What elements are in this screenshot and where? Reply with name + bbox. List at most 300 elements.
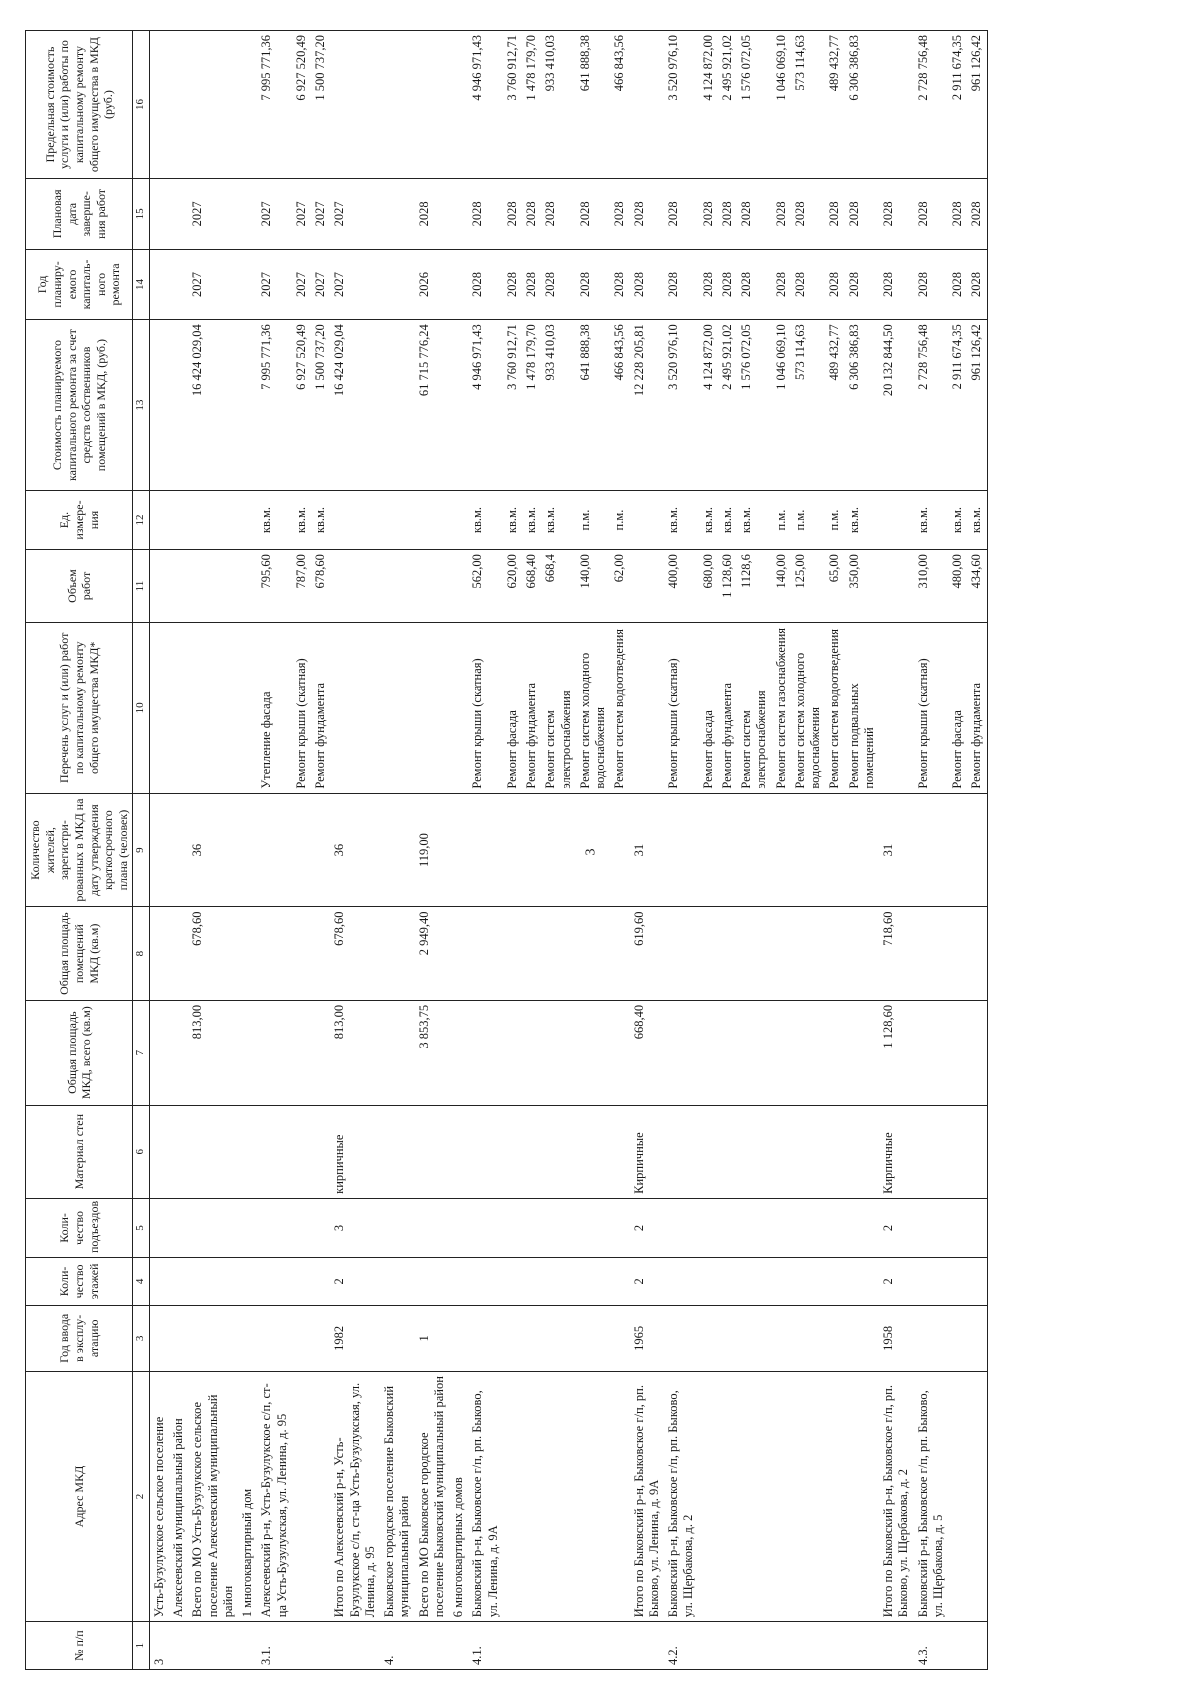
table-cell (610, 1000, 629, 1105)
table-cell (292, 1000, 311, 1105)
table-cell: Быковский р-н, Быковское г/п, рп. Быково, ул. Щербакова, д. 2 (664, 1371, 699, 1621)
table-cell (772, 1622, 791, 1670)
table-cell: 2027 (188, 249, 238, 320)
table-cell (380, 1258, 415, 1306)
table-cell (380, 249, 415, 320)
table-cell (257, 1258, 292, 1306)
table-cell (238, 1000, 257, 1105)
table-cell (449, 179, 468, 250)
table-row (311, 31, 330, 1670)
table-cell (772, 1371, 791, 1621)
table-cell: 2 (879, 1258, 914, 1306)
table-cell: 2028 (468, 249, 503, 320)
table-cell (772, 1258, 791, 1306)
table-cell (825, 1000, 844, 1105)
table-cell: Ремонт фасада (503, 622, 522, 793)
table-cell (737, 1622, 772, 1670)
table-cell (238, 490, 257, 549)
table-cell: 641 888,38 (576, 320, 611, 491)
table-cell: 2027 (330, 179, 380, 250)
table-cell (169, 1000, 188, 1105)
table-cell: Ремонт систем электроснабжения (737, 622, 772, 793)
table-cell: 1 128,60 (718, 550, 737, 623)
table-cell: 2 (330, 1258, 380, 1306)
table-cell: Ремонт систем холодного водоснабжения (576, 622, 611, 793)
table-cell (188, 622, 238, 793)
table-cell (699, 1198, 718, 1257)
column-number: 4 (133, 1258, 149, 1306)
column-number: 16 (133, 31, 149, 179)
table-cell: 3 853,75 (415, 1000, 450, 1105)
table-cell (380, 550, 415, 623)
table-cell (311, 793, 330, 907)
table-cell: 2028 (737, 179, 772, 250)
table-cell: 2027 (257, 249, 292, 320)
table-cell (737, 907, 772, 1000)
table-cell: 2028 (630, 249, 665, 320)
table-cell: 3 520 976,10 (664, 320, 699, 491)
table-cell: 1 576 072,05 (737, 320, 772, 491)
table-cell: 4. (380, 1622, 415, 1670)
table-cell: 489 432,77 (825, 31, 844, 179)
table-cell (541, 1105, 576, 1198)
table-cell (948, 1198, 967, 1257)
table-cell: п.м. (791, 490, 826, 549)
table-cell (468, 907, 503, 1000)
table-cell: 466 843,56 (610, 320, 629, 491)
table-cell: 4 946 971,43 (468, 320, 503, 491)
table-cell: Ремонт систем водоотведения (610, 622, 629, 793)
table-cell (967, 1105, 987, 1198)
table-cell (879, 31, 914, 179)
table-cell: 2028 (948, 249, 967, 320)
table-cell: 466 843,56 (610, 31, 629, 179)
table-cell: 4 124 872,00 (699, 320, 718, 491)
header-cell: Ед. измере-ния (26, 490, 133, 549)
table-cell (948, 1000, 967, 1105)
table-cell (188, 1305, 238, 1371)
table-cell (380, 31, 415, 179)
table-cell (449, 793, 468, 907)
table-cell: 1958 (879, 1305, 914, 1371)
table-cell (522, 1198, 541, 1257)
table-cell (257, 1305, 292, 1371)
table-cell (914, 1105, 949, 1198)
table-cell: 668,4 (541, 550, 576, 623)
table-cell: 62,00 (610, 550, 629, 623)
table-cell (576, 1105, 611, 1198)
table-cell (149, 1258, 169, 1306)
table-cell: кв.м. (292, 490, 311, 549)
table-cell: 573 114,63 (791, 31, 826, 179)
table-cell (503, 1305, 522, 1371)
table-cell (149, 793, 169, 907)
table-cell: 2028 (845, 249, 880, 320)
header-cell: Общая площадь помещений МКД (кв.м) (26, 907, 133, 1000)
table-cell: 3 (149, 1622, 169, 1670)
table-cell (664, 1000, 699, 1105)
table-cell (380, 622, 415, 793)
table-cell (610, 1622, 629, 1670)
table-cell (503, 793, 522, 907)
table-cell (664, 907, 699, 1000)
table-cell: 6 306 386,83 (845, 320, 880, 491)
table-cell (238, 1622, 257, 1670)
table-cell (664, 1258, 699, 1306)
table-cell (879, 622, 914, 793)
table-cell: 2028 (845, 179, 880, 250)
table-cell: 2028 (879, 249, 914, 320)
table-cell: 2028 (879, 179, 914, 250)
table-cell: 6 многоквартирных домов (449, 1371, 468, 1621)
table-cell (541, 1000, 576, 1105)
table-cell (449, 550, 468, 623)
table-cell (914, 1258, 949, 1306)
table-cell: 2028 (503, 179, 522, 250)
header-cell: Стоимость планируемого капитального ремонта за счет средств собственников помещений в МКД, (руб.) (26, 320, 133, 491)
table-cell: 2028 (967, 179, 987, 250)
table-cell (879, 550, 914, 623)
table-cell: 1 128,60 (879, 1000, 914, 1105)
table-cell: 2028 (699, 249, 718, 320)
table-cell: 2028 (415, 179, 450, 250)
table-cell: 680,00 (699, 550, 718, 623)
table-cell (791, 793, 826, 907)
table-row (791, 31, 826, 1670)
table-cell (825, 1305, 844, 1371)
table-cell (699, 1105, 718, 1198)
table-cell (149, 249, 169, 320)
table-cell: 1 046 069,10 (772, 31, 791, 179)
table-cell: п.м. (576, 490, 611, 549)
table-row (238, 31, 257, 1670)
table-cell (380, 179, 415, 250)
table-cell (948, 1371, 967, 1621)
table-cell (522, 1305, 541, 1371)
table-cell (718, 1622, 737, 1670)
table-cell (169, 550, 188, 623)
table-cell (415, 550, 450, 623)
table-cell (791, 1622, 826, 1670)
table-cell: 2028 (772, 249, 791, 320)
table-cell (967, 1198, 987, 1257)
table-cell (188, 490, 238, 549)
table-cell (967, 1305, 987, 1371)
table-cell: Итого по Быковский р-н, Быковское г/п, рп. Быково, ул. Ленина, д. 9А (630, 1371, 665, 1621)
table-cell (791, 1105, 826, 1198)
table-cell: 620,00 (503, 550, 522, 623)
table-cell: 2028 (576, 249, 611, 320)
table-cell: 813,00 (330, 1000, 380, 1105)
table-cell (238, 31, 257, 179)
table-cell: 16 424 029,04 (188, 320, 238, 491)
table-cell: Ремонт систем водоотведения (825, 622, 844, 793)
table-cell (791, 1371, 826, 1621)
table-cell: Итого по Алексеевский р-н, Усть-Бузулукское с/п, ст-ца Усть-Бузулукская, ул. Ленина, д. 95 (330, 1371, 380, 1621)
table-cell: Быковское городское поселение Быковский муниципальный район (380, 1371, 415, 1621)
table-cell: 2027 (188, 179, 238, 250)
header-cell: № п/п (26, 1622, 133, 1670)
table-cell (330, 31, 380, 179)
table-cell (825, 907, 844, 1000)
table-cell (149, 31, 169, 179)
table-cell (967, 1371, 987, 1621)
table-cell: 4.1. (468, 1622, 503, 1670)
table-cell (311, 1000, 330, 1105)
table-cell: 2 (630, 1258, 665, 1306)
table-cell: 718,60 (879, 907, 914, 1000)
column-number: 12 (133, 490, 149, 549)
table-cell (449, 622, 468, 793)
table-cell (149, 1305, 169, 1371)
table-cell: Ремонт подвальных помещений (845, 622, 880, 793)
table-row (967, 31, 987, 1670)
table-cell (468, 793, 503, 907)
table-cell (188, 550, 238, 623)
table-cell (149, 1105, 169, 1198)
table-cell: 573 114,63 (791, 320, 826, 491)
column-number: 8 (133, 907, 149, 1000)
table-cell (522, 1000, 541, 1105)
table-cell (541, 907, 576, 1000)
table-cell: 1 576 072,05 (737, 31, 772, 179)
table-cell: 350,00 (845, 550, 880, 623)
table-cell (169, 31, 188, 179)
table-cell (149, 490, 169, 549)
table-cell (522, 1622, 541, 1670)
table-cell (825, 793, 844, 907)
table-cell (188, 1258, 238, 1306)
table-row (503, 31, 522, 1670)
table-cell: кв.м. (468, 490, 503, 549)
table-cell (737, 793, 772, 907)
table-cell (522, 1105, 541, 1198)
table-cell: 795,60 (257, 550, 292, 623)
table-cell: п.м. (772, 490, 791, 549)
table-cell: 562,00 (468, 550, 503, 623)
header-cell: Перечень услуг и (или) работ по капитальному ремонту общего имущества МКД* (26, 622, 133, 793)
table-cell: 36 (188, 793, 238, 907)
table-cell: п.м. (825, 490, 844, 549)
header-cell: Материал стен (26, 1105, 133, 1198)
table-cell (699, 793, 718, 907)
table-cell: Ремонт фасада (948, 622, 967, 793)
table-cell (825, 1198, 844, 1257)
table-cell: 787,00 (292, 550, 311, 623)
table-cell: 434,60 (967, 550, 987, 623)
table-cell (772, 1105, 791, 1198)
column-number: 2 (133, 1371, 149, 1621)
table-cell (330, 490, 380, 549)
table-cell (845, 1371, 880, 1621)
header-cell: Год планиру-емого капиталь-ного ремонта (26, 249, 133, 320)
table-cell: 3 (330, 1198, 380, 1257)
table-cell: кв.м. (311, 490, 330, 549)
table-cell: 3.1. (257, 1622, 292, 1670)
table-cell (468, 1000, 503, 1105)
table-row (699, 31, 718, 1670)
table-cell: 7 995 771,36 (257, 31, 292, 179)
table-cell (845, 1622, 880, 1670)
table-cell: 2028 (610, 249, 629, 320)
table-cell (330, 622, 380, 793)
table-cell: Ремонт фасада (699, 622, 718, 793)
table-cell: 2 728 756,48 (914, 31, 949, 179)
table-cell: 2 911 674,35 (948, 31, 967, 179)
table-row (541, 31, 576, 1670)
table-cell (415, 1198, 450, 1257)
table-cell (541, 1258, 576, 1306)
table-cell (292, 907, 311, 1000)
table-cell (522, 907, 541, 1000)
table-cell (292, 1371, 311, 1621)
table-cell (967, 1000, 987, 1105)
table-cell (541, 1622, 576, 1670)
table-cell: Ремонт систем газоснабжения (772, 622, 791, 793)
table-cell: кв.м. (522, 490, 541, 549)
table-cell: 2028 (664, 249, 699, 320)
table-cell (188, 31, 238, 179)
table-cell (967, 793, 987, 907)
column-number: 9 (133, 793, 149, 907)
table-cell (664, 793, 699, 907)
table-row (415, 31, 450, 1670)
header-cell: Плановая дата заверше-ния работ (26, 179, 133, 250)
table-cell (238, 179, 257, 250)
table-cell (311, 1258, 330, 1306)
table-cell (238, 550, 257, 623)
table-cell (737, 1198, 772, 1257)
table-cell (664, 1105, 699, 1198)
table-cell: Итого по Быковский р-н, Быковское г/п, рп. Быково, ул. Щербакова, д. 2 (879, 1371, 914, 1621)
table-cell (238, 1258, 257, 1306)
table-cell (468, 1105, 503, 1198)
table-cell (610, 1258, 629, 1306)
table-cell: 6 927 520,49 (292, 31, 311, 179)
table-cell (967, 907, 987, 1000)
header-cell: Объем работ (26, 550, 133, 623)
table-cell (610, 1371, 629, 1621)
table-cell (449, 1105, 468, 1198)
table-cell (737, 1105, 772, 1198)
table-cell: 31 (879, 793, 914, 907)
table-cell (292, 1622, 311, 1670)
table-cell (330, 1622, 380, 1670)
table-cell (238, 1198, 257, 1257)
table-cell (169, 793, 188, 907)
table-row (879, 31, 914, 1670)
table-cell: кв.м. (967, 490, 987, 549)
table-cell: 36 (330, 793, 380, 907)
table-cell (630, 31, 665, 179)
table-cell: 2028 (468, 179, 503, 250)
table-cell: 3 760 912,71 (503, 320, 522, 491)
table-cell: 2028 (791, 249, 826, 320)
table-cell (415, 622, 450, 793)
table-cell (772, 1305, 791, 1371)
table-cell (948, 1305, 967, 1371)
table-cell: 2027 (330, 249, 380, 320)
table-cell (169, 1198, 188, 1257)
table-cell (610, 1198, 629, 1257)
table-cell: Ремонт систем холодного водоснабжения (791, 622, 826, 793)
table-row (257, 31, 292, 1670)
table-cell (449, 907, 468, 1000)
table-cell: Усть-Бузулукское сельское поселение (149, 1371, 169, 1621)
table-cell (948, 1105, 967, 1198)
table-cell: 2026 (415, 249, 450, 320)
table-cell: Кирпичные (630, 1105, 665, 1198)
table-cell (415, 1105, 450, 1198)
table-cell (914, 1305, 949, 1371)
table-cell (630, 550, 665, 623)
table-cell (541, 793, 576, 907)
table-cell: кв.м. (257, 490, 292, 549)
table-cell (699, 1258, 718, 1306)
table-cell (610, 1305, 629, 1371)
table-cell (415, 1622, 450, 1670)
table-cell (718, 1000, 737, 1105)
table-cell (718, 1305, 737, 1371)
table-cell (791, 1198, 826, 1257)
table-cell: 2027 (292, 249, 311, 320)
table-cell (791, 907, 826, 1000)
table-cell (188, 1105, 238, 1198)
table-cell (737, 1258, 772, 1306)
table-cell (541, 1371, 576, 1621)
table-cell (718, 1258, 737, 1306)
table-cell: 61 715 776,24 (415, 320, 450, 491)
table-row (169, 31, 188, 1670)
table-cell: 2 (879, 1198, 914, 1257)
table-row (330, 31, 380, 1670)
table-cell (169, 490, 188, 549)
table-cell: 678,60 (330, 907, 380, 1000)
table-cell: 668,40 (522, 550, 541, 623)
table-cell (879, 490, 914, 549)
table-cell (449, 320, 468, 491)
table-cell (380, 490, 415, 549)
header-cell: Предельная стоимость услуги и (или) работы по капитальному ремонту общего имущества в МКД (руб.) (26, 31, 133, 179)
header-cell: Коли-чество этажей (26, 1258, 133, 1306)
table-cell (380, 907, 415, 1000)
table-cell: 641 888,38 (576, 31, 611, 179)
table-cell (311, 907, 330, 1000)
table-cell (449, 1258, 468, 1306)
table-cell (238, 249, 257, 320)
table-cell (772, 1000, 791, 1105)
table-cell (169, 320, 188, 491)
table-cell (718, 1198, 737, 1257)
table-cell: кв.м. (664, 490, 699, 549)
table-cell: 2028 (610, 179, 629, 250)
table-cell (380, 1000, 415, 1105)
table-cell (630, 622, 665, 793)
table-cell: кв.м. (718, 490, 737, 549)
table-cell (522, 793, 541, 907)
column-number: 10 (133, 622, 149, 793)
table-cell: 2028 (914, 249, 949, 320)
table-cell (503, 1105, 522, 1198)
table-cell (914, 793, 949, 907)
table-cell (380, 320, 415, 491)
table-cell: кв.м. (699, 490, 718, 549)
table-cell: 2028 (522, 179, 541, 250)
table-cell (630, 1622, 665, 1670)
table-cell (238, 320, 257, 491)
table-cell (380, 1305, 415, 1371)
table-cell: 2027 (292, 179, 311, 250)
